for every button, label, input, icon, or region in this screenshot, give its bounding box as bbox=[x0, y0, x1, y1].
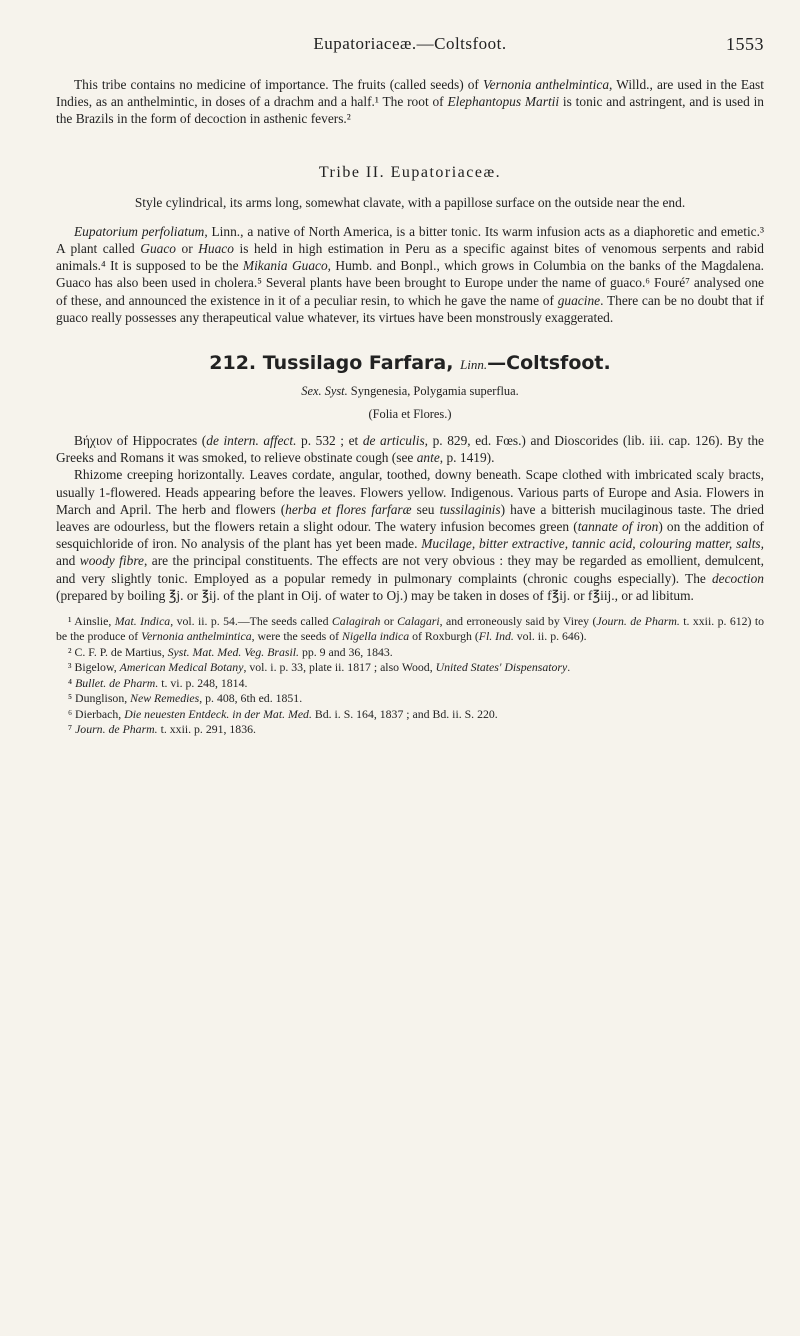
footnote-1: ¹ Ainslie, Mat. Indica, vol. ii. p. 54.—The seeds called Calagirah or Calagari, and erroneously said by Virey (Journ. de Pharm. t. xxii. p. 612) to be the produce of Vernonia anthelmintica, were the seeds of Nigella indica of Roxburgh (Fl. Ind. vol. ii. p. 646). bbox=[56, 614, 765, 644]
intro-paragraph: This tribe contains no medicine of importance. The fruits (called seeds) of Vernonia anthelmintica, Willd., are used in the East Indies, as an anthelmintic, in doses of a drachm and a half.¹ The root of Elephantopus Martii is tonic and astringent, and is used in the Brazils in the form of decoction in asthenic fevers.² bbox=[56, 77, 764, 127]
description-paragraph: Rhizome creeping horizontally. Leaves cordate, angular, toothed, downy beneath. Scape clothed with imbricated scaly bracts, usually 1-flowered. Heads appearing before the leaves. Flowers yellow. Indigenous. Various parts of Europe and Asia. Flowers in March and April. The herb and flowers (herba et flores farfaræ seu tussilaginis) have a bitterish mucilaginous taste. The dried leaves are odourless, but the flowers retain a slight odour. The watery infusion becomes green (tannate of iron) on the addition of sesquichloride of iron. No analysis of the plant has yet been made. Mucilage, bitter extractive, tannic acid, colouring matter, salts, and woody fibre, are the principal constituents. The effects are not very obvious : they may be regarded as emollient, demulcent, and very slightly tonic. Employed as a popular remedy in pulmonary complaints (chronic coughs especially). The decoction (prepared by boiling ℥j. or ℥ij. of the plant in Oij. of water to Oj.) may be taken in doses of f℥ij. or f℥iij., or ad libitum. bbox=[56, 467, 764, 603]
running-title: Eupatoriaceæ.—Coltsfoot. bbox=[313, 34, 507, 53]
sexual-system-classification: Sex. Syst. Syngenesia, Polygamia superflua. bbox=[301, 384, 519, 399]
footnote-2: ² C. F. P. de Martius, Syst. Mat. Med. Veg. Brasil. pp. 9 and 36, 1843. bbox=[68, 644, 393, 659]
footnote-5: ⁵ Dunglison, New Remedies, p. 408, 6th ed. 1851. bbox=[68, 691, 303, 706]
footnote-7: ⁷ Journ. de Pharm. t. xxii. p. 291, 1836. bbox=[68, 721, 256, 736]
tribe-heading: Tribe II. Eupatoriaceæ. bbox=[318, 163, 502, 181]
page-number: 1553 bbox=[726, 34, 764, 54]
footnote-6: ⁶ Dierbach, Die neuesten Entdeck. in der Mat. Med. Bd. i. S. 164, 1837 ; and Bd. ii. S. 220. bbox=[68, 706, 498, 721]
footnote-4: ⁴ Bullet. de Pharm. t. vi. p. 248, 1814. bbox=[68, 675, 248, 690]
footnote-3: ³ Bigelow, American Medical Botany, vol. i. p. 33, plate ii. 1817 ; also Wood, United States' Dispensatory. bbox=[68, 660, 571, 675]
parts-used: (Folia et Flores.) bbox=[368, 407, 452, 422]
history-paragraph: Βήχιον of Hippocrates (de intern. affect. p. 532 ; et de articulis, p. 829, ed. Fœs.) and Dioscorides (lib. iii. cap. 126). By the Greeks and Romans it was smoked, to relieve obstinate cough (see ante, p. 1419). bbox=[56, 433, 764, 466]
footnotes bbox=[56, 614, 764, 737]
entry-heading: 212. Tussilago Farfara, Linn.—Coltsfoot. bbox=[209, 352, 611, 375]
page-header bbox=[56, 30, 764, 58]
tribe-description: Style cylindrical, its arms long, somewhat clavate, with a papillose surface on the outside near the end. bbox=[134, 194, 686, 210]
eupatorium-paragraph: Eupatorium perfoliatum, Linn., a native of North America, is a bitter tonic. Its warm infusion acts as a diaphoretic and emetic.³ A plant called Guaco or Huaco is held in high estimation in Peru as a specific against bites of venomous serpents and rabid animals.⁴ It is supposed to be the Mikania Guaco, Humb. and Bonpl., which grows in Columbia on the banks of the Magdalena. Guaco has also been used in cholera.⁵ Several plants have been brought to Europe under the name of guaco.⁶ Fouré⁷ analysed one of these, and announced the existence in it of a peculiar resin, to which he gave the name of guacine. There can be no doubt that if guaco really possesses any therapeutical value whatever, its virtues have been monstrously exaggerated. bbox=[56, 223, 765, 325]
